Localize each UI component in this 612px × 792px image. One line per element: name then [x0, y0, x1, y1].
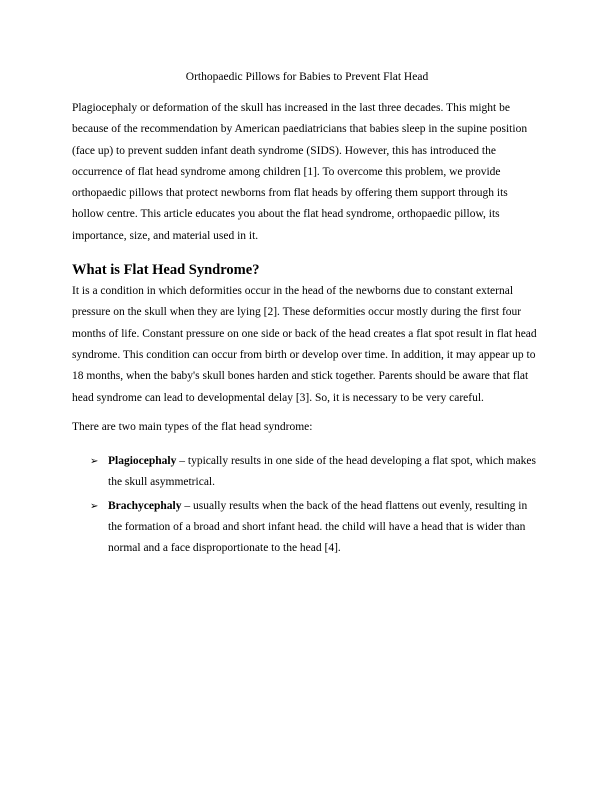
document-title: Orthopaedic Pillows for Babies to Prevent Flat Head	[185, 71, 429, 83]
term-description: – usually results when the back of the head flattens out evenly, resulting in the formation of a broad and short infant head. the child will have a head that is wider than normal and a face disproportionate to the head [4].	[108, 499, 528, 555]
intro-paragraph: Plagiocephaly or deformation of the skull has increased in the last three decades. This might be because of the recommendation by American paediatricians that babies sleep in the supine position (face up) to prevent sudden infant death syndrome (SIDS). However, this has introduced the occurrence of flat head syndrome among children [1]. To overcome this problem, we provide orthopaedic pillows that protect newborns from flat heads by offering them support through its hollow centre. This article educates you about the flat head syndrome, orthopaedic pillow, its importance, size, and material used in it.	[72, 102, 528, 242]
arrow-bullet-icon: ➢	[90, 456, 99, 468]
section-heading: What is Flat Head Syndrome?	[72, 262, 260, 279]
term-plagiocephaly: Plagiocephaly	[108, 455, 177, 468]
list-item	[72, 451, 542, 494]
document-page	[72, 70, 542, 562]
types-intro-paragraph: There are two main types of the flat head syndrome:	[72, 420, 313, 433]
section-body-paragraph: It is a condition in which deformities occur in the head of the newborns due to constant external pressure on the skull when they are lying [2]. These deformities occur mostly during the first four months of life. Constant pressure on one side or back of the head creates a flat spot result in flat head syndrome. This condition can occur from birth or develop over time. In addition, it may appear up to 18 months, when the baby's skull bones harden and stick together. Parents should be aware that flat head syndrome can lead to developmental delay [3]. So, it is necessary to be very careful.	[72, 285, 537, 404]
syndrome-types-list	[72, 451, 542, 559]
term-brachycephaly: Brachycephaly	[108, 499, 182, 512]
term-description: – typically results in one side of the head developing a flat spot, which makes the skull asymmetrical.	[108, 455, 536, 489]
arrow-bullet-icon: ➢	[90, 500, 99, 512]
list-item	[72, 496, 542, 560]
